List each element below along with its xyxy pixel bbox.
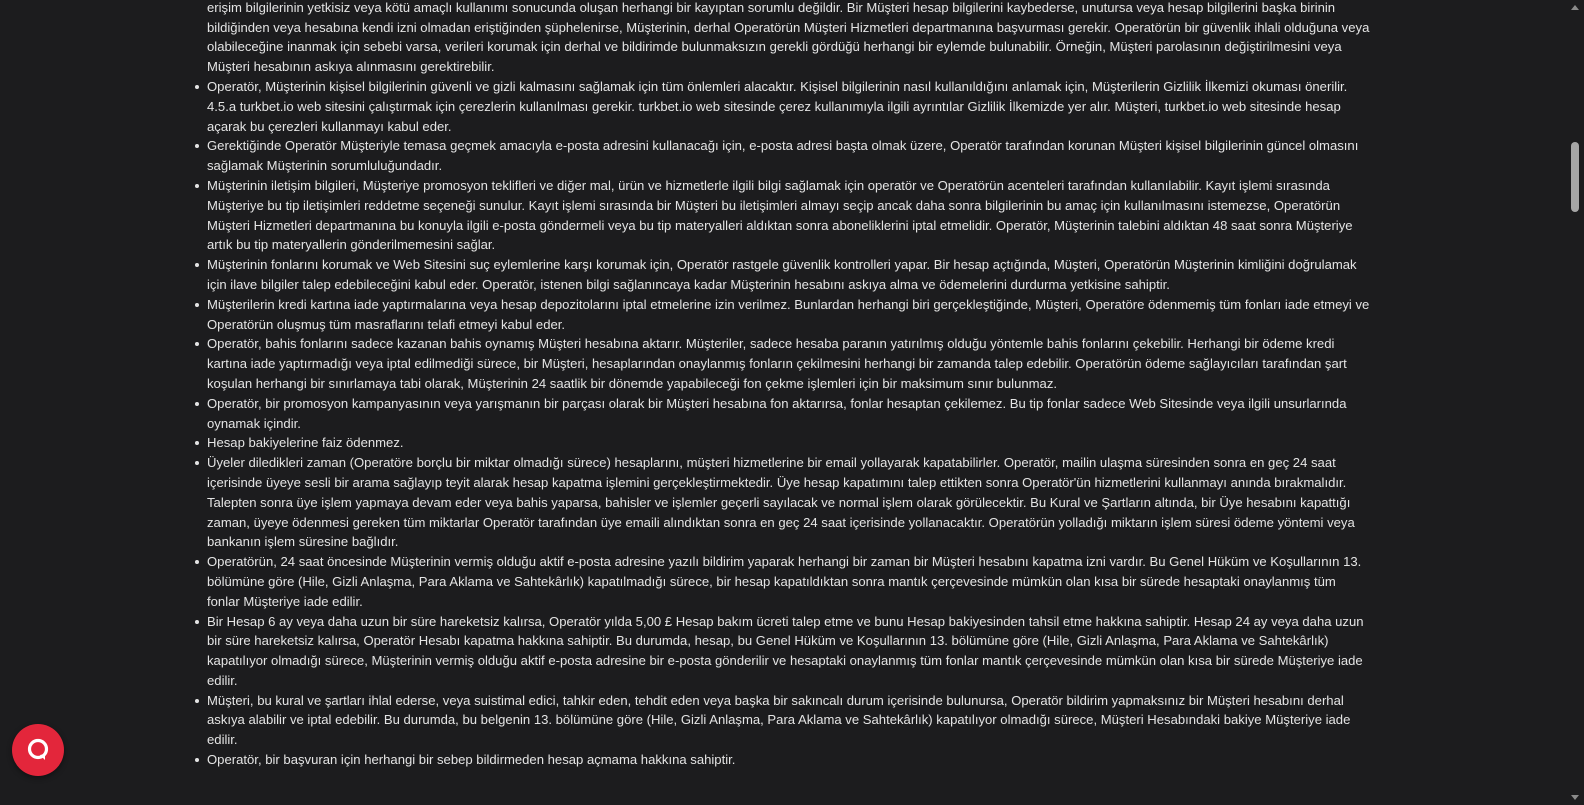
vertical-scrollbar[interactable]: [1566, 0, 1584, 805]
list-item: erişim bilgilerinin yetkisiz veya kötü amaçlı kullanımı sonucunda oluşan herhangi bir kayıptan sorumlu değildir. Bir Müşteri hesap bilgilerini kaybederse, unutursa veya hesap bilgilerini başka birinin bildiğinden veya hesabına kendi izni olmadan eriştiğinden şüphelenirse, Müşterinin, derhal Operatörün Müşteri Hizmetleri departmanına başvurması gerekir. Operatörün bir güvenlik ihlali olduğuna veya olabileceğine inanmak için sebebi varsa, verileri korumak için derhal ve bildirimde bulunmaksızın gerekli gördüğü herhangi bir eylemde bulunabilir. Örneğin, Müşteri parolasının değiştirilmesini veya Müşteri hesabının askıya alınmasını gerektirebilir.: [207, 0, 1370, 75]
list-item: Gerektiğinde Operatör Müşteriyle temasa geçmek amacıyla e-posta adresini kullanacağı için, e-posta adresi başta olmak üzere, Operatör tarafından korunan Müşteri kişisel bilgilerinin güncel olmasını sağlamak Müşterinin sorumluluğundadır.: [207, 136, 1370, 176]
scrollbar-thumb[interactable]: [1571, 142, 1579, 212]
terms-content: [190, 0, 1370, 770]
list-item: Operatör, bir başvuran için herhangi bir sebep bildirmeden hesap açmama hakkına sahiptir.: [207, 750, 1370, 770]
scroll-down-arrow-icon[interactable]: [1571, 795, 1579, 800]
list-item: Müşteri, bu kural ve şartları ihlal ederse, veya suistimal edici, tahkir eden, tehdit eden veya başka bir sakıncalı durum içerisinde bulunursa, Operatör bildirim yapmaksınız bir Müşteri hesabını derhal askıya alabilir ve iptal edebilir. Bu durumda, bu belgenin 13. bölümüne göre (Hile, Gizli Anlaşma, Para Aklama ve Sahtekârlık) kapatılıyor olmadığı sürece, Müşteri Hesabındaki bakiye Müşteriye iade edilir.: [207, 691, 1370, 750]
list-item: Operatör, bir promosyon kampanyasının veya yarışmanın bir parçası olarak bir Müşteri hesabına fon aktarırsa, fonlar hesaptan çekilemez. Bu tip fonlar sadece Web Sitesinde veya ilgili unsurlarında oynamak içindir.: [207, 394, 1370, 434]
list-item: Hesap bakiyelerine faiz ödenmez.: [207, 433, 1370, 453]
list-item: Operatörün, 24 saat öncesinde Müşterinin vermiş olduğu aktif e-posta adresine yazılı bildirim yaparak herhangi bir zaman bir Müşteri hesabını kapatma izni vardır. Bu Genel Hüküm ve Koşullarının 13. bölümüne göre (Hile, Gizli Anlaşma, Para Aklama ve Sahtekârlık) kapatılmadığı sürece, bir hesap kapatıldıktan sonra mantık çerçevesinde mümkün olan kısa bir sürede hesaptaki onaylanmış tüm fonlar Müşteriye iade edilir.: [207, 552, 1370, 611]
list-item: Müşterilerin kredi kartına iade yaptırmalarına veya hesap depozitolarını iptal etmelerine izin verilmez. Bunlardan herhangi biri gerçekleştiğinde, Müşteri, Operatöre ödenmemiş tüm fonları iade etmeyi ve Operatörün oluşmuş tüm masraflarını telafi etmeyi kabul eder.: [207, 295, 1370, 335]
chat-bubble-icon: [25, 737, 51, 763]
list-item: Operatör, Müşterinin kişisel bilgilerinin güvenli ve gizli kalmasını sağlamak için tüm önlemleri alacaktır. Kişisel bilgilerinin nasıl kullanıldığını anlamak için, Müşterilerin Gizlilik İlkemizi okuması önerilir. 4.5.a turkbet.io web sitesini çalıştırmak için çerezlerin kullanılması gerekir. turkbet.io web sitesinde çerez kullanımıyla ilgili ayrıntılar Gizlilik İlkemizde yer alır. Müşteri, turkbet.io web sitesinde hesap açarak bu çerezleri kullanmayı kabul eder.: [207, 77, 1370, 136]
list-item: Müşterinin fonlarını korumak ve Web Sitesini suç eylemlerine karşı korumak için, Operatör rastgele güvenlik kontrolleri yapar. Bir hesap açtığında, Müşteri, Operatörün Müşterinin kimliğini doğrulamak için ilave bilgiler talep edebileceğini kabul eder. Operatör, istenen bilgi sağlanıncaya kadar Müşterinin hesabını askıya alma ve ödemelerini durdurma yetkisine sahiptir.: [207, 255, 1370, 295]
list-item: Operatör, bahis fonlarını sadece kazanan bahis oynamış Müşteri hesabına aktarır. Müşteriler, sadece hesaba paranın yatırılmış olduğu yöntemle bahis fonlarını çekebilir. Herhangi bir ödeme kredi kartına iade yaptırmadığı veya iptal edilmediği sürece, bir Müşteri, hesaplarından onaylanmış fonların çekilmesini herhangi bir zamanda talep edebilir. Operatörün ödeme sağlayıcıları tarafından şart koşulan herhangi bir sınırlamaya tabi olarak, Müşterinin 24 saatlik bir dönemde yapabileceği fon çekme işlemleri için bir maksimum sınır bulunmaz.: [207, 334, 1370, 393]
live-chat-button[interactable]: [12, 724, 64, 776]
terms-list: [190, 0, 1370, 770]
scroll-up-arrow-icon[interactable]: [1571, 5, 1579, 10]
list-item: Üyeler diledikleri zaman (Operatöre borçlu bir miktar olmadığı sürece) hesaplarını, müşteri hizmetlerine bir email yollayarak kapatabilirler. Operatör, mailin ulaşma süresinden sonra en geç 24 saat içerisinde üyeye sesli bir arama sağlayıp teyit alarak hesap kapatma işlemini gerçekleştirmektedir. Üye hesap kapatımını talep ettikten sonra Operatör'ün hizmetlerini kullanmayı anında bırakmalıdır. Talepten sonra üye işlem yapmaya devam eder veya bahis yaparsa, bahisler ve işlemler geçerli sayılacak ve normal işlem olarak görülecektir. Bu Kural ve Şartların altında, bir Üye hesabını kapattığı zaman, üyeye ödenmesi gereken tüm miktarlar Operatör tarafından üye emaili alındıktan sonra en geç 24 saat içerisinde yollanacaktır. Operatörün yolladığı miktarın işlem süresi ödeme yöntemi veya bankanın işlem süresine bağlıdır.: [207, 453, 1370, 552]
list-item: Müşterinin iletişim bilgileri, Müşteriye promosyon teklifleri ve diğer mal, ürün ve hizmetlerle ilgili bilgi sağlamak için operatör ve Operatörün acenteleri tarafından kullanılabilir. Kayıt işlemi sırasında Müşteriye bu tip iletişimleri reddetme seçeneği sunulur. Kayıt işlemi sırasında bir Müşteri bu iletişimleri almayı seçip ancak daha sonra bilgilerinin bu amaç için kullanılmasını istemezse, Operatörün Müşteri Hizmetleri departmanına bu konuyla ilgili e-posta göndermeli veya bu tip materyalleri aldıktan sonra aboneliklerini iptal etmelidir. Operatör, Müşterinin talebini aldıktan 48 saat sonra Müşteriye artık bu tip materyallerin gönderilmemesini sağlar.: [207, 176, 1370, 255]
list-item: Bir Hesap 6 ay veya daha uzun bir süre hareketsiz kalırsa, Operatör yılda 5,00 £ Hesap bakım ücreti talep etme ve bunu Hesap bakiyesinden tahsil etme hakkına sahiptir. Hesap 24 ay veya daha uzun bir süre hareketsiz kalırsa, Operatör Hesabı kapatma hakkına sahiptir. Bu durumda, hesap, bu Genel Hüküm ve Koşullarının 13. bölümüne göre (Hile, Gizli Anlaşma, Para Aklama ve Sahtekârlık) kapatılıyor olmadığı sürece, Müşterinin vermiş olduğu aktif e-posta adresine bir e-posta gönderilir ve hesaptaki onaylanmış tüm fonlar mantık çerçevesinde mümkün olan kısa bir sürede Müşteriye iade edilir.: [207, 612, 1370, 691]
